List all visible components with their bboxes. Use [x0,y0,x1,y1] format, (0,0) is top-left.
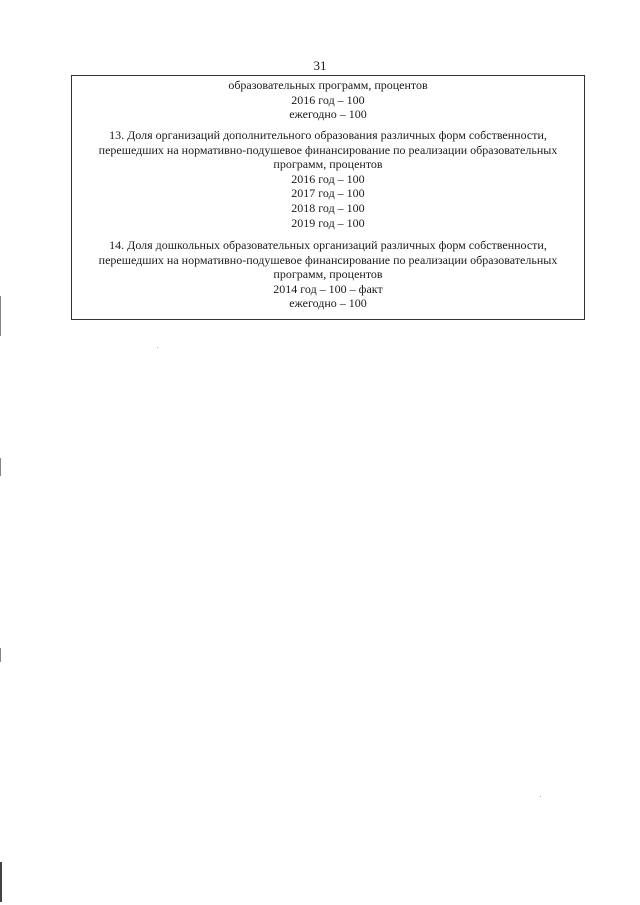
indicator-13-title-line: перешедших на нормативно-подушевое финансирование по реализации образовательных [98,142,558,157]
continuation-line: образовательных программ, процентов [228,78,428,92]
indicator-13-title-line: программ, процентов [273,157,383,172]
indicator-14-value-line: 2014 год – 100 – факт [273,281,383,296]
page-number: 31 [313,58,327,73]
indicator-13-value-line: 2016 год – 100 [291,171,365,186]
scan-speck [540,796,541,797]
indicator-13-value-line: 2019 год – 100 [291,215,365,230]
indicator-table-cell [71,75,585,320]
indicator-13-block [72,128,584,230]
indicator-14-title-line: 14. Доля дошкольных образовательных организаций различных форм собственности, [109,238,547,252]
scan-edge-mark [0,862,2,902]
continuation-line: ежегодно – 100 [289,107,367,122]
scan-edge-mark [0,458,1,476]
indicator-14-title-line: перешедших на нормативно-подушевое финансирование по реализации образовательных [98,252,558,267]
continuation-block [72,78,584,122]
indicator-13-value-line: 2017 год – 100 [291,186,365,201]
scan-speck [157,347,158,348]
indicator-13-value-line: 2018 год – 100 [291,200,365,215]
indicator-14-value-line: ежегодно – 100 [289,296,367,311]
scan-edge-mark [0,648,1,662]
indicator-14-title-line: программ, процентов [273,267,383,282]
indicator-13-title-line: 13. Доля организаций дополнительного образования различных форм собственности, [109,128,547,142]
indicator-14-block [72,238,584,311]
continuation-line: 2016 год – 100 [291,92,365,107]
scan-edge-mark [0,296,1,336]
